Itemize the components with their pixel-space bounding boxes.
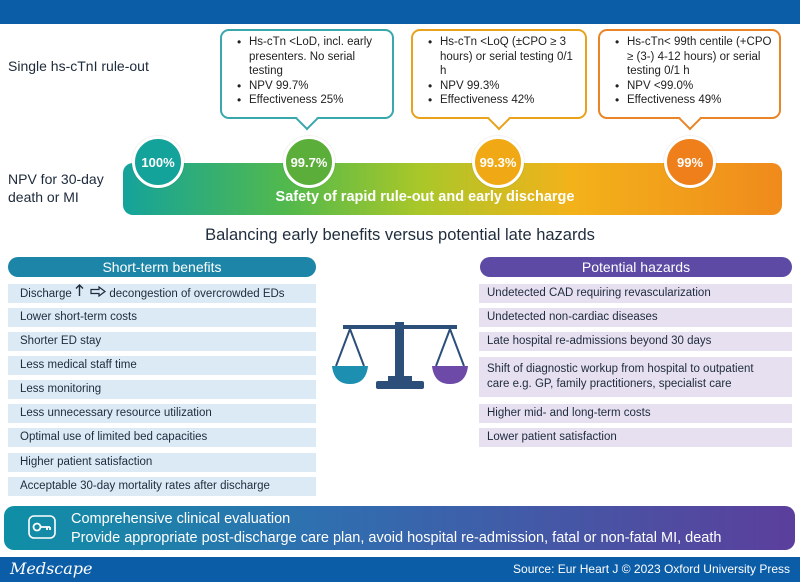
callout-item: • NPV <99.0% [614, 79, 773, 94]
callout-pointer [296, 108, 319, 131]
hazard-item-shift [479, 357, 792, 397]
medscape-logo[interactable]: Medscape [10, 559, 93, 578]
benefit-item: Lower short-term costs [8, 308, 316, 327]
benefit-item: Optimal use of limited bed capacities [8, 428, 316, 447]
callout-item: • Effectiveness 49% [614, 93, 773, 108]
benefit-item: Higher patient satisfaction [8, 453, 316, 472]
callout-item: • NPV 99.3% [427, 79, 579, 94]
npv-circle-99: 99% [664, 136, 716, 188]
npv-circle-99-3: 99.3% [472, 136, 524, 188]
hazard-item: Undetected non-cardiac diseases [479, 308, 792, 327]
benefit-item: Shorter ED stay [8, 332, 316, 351]
right-arrow-icon [90, 285, 106, 304]
benefits-header: Short-term benefits [8, 257, 316, 277]
npv-circle-100: 100% [132, 136, 184, 188]
hazards-header: Potential hazards [480, 257, 792, 277]
discharge-rest-text: decongestion of overcrowded EDs [109, 288, 285, 301]
benefit-item: Less medical staff time [8, 356, 316, 375]
clinical-evaluation-title: Comprehensive clinical evaluation [71, 511, 291, 527]
npv-label [8, 170, 104, 206]
callout-pointer [488, 108, 511, 131]
callout-lod [220, 29, 394, 119]
balance-heading: Balancing early benefits versus potential late hazards [205, 226, 595, 244]
hazard-item: Late hospital re-admissions beyond 30 days [479, 332, 792, 351]
hazard-shift-line2: care e.g. GP, family practitioners, specialist care [487, 378, 732, 390]
safety-bar-text: Safety of rapid rule-out and early discharge [275, 189, 575, 205]
npv-circle-99-7: 99.7% [283, 136, 335, 188]
clinical-evaluation-bar [4, 506, 795, 550]
callout-item: • Hs-cTn <LoD, incl. early presenters. No serial testing [236, 35, 386, 79]
clinical-evaluation-detail: Provide appropriate post-discharge care plan, avoid hospital re-admission, fatal or non-fatal MI, death [71, 530, 722, 546]
hazard-item: Undetected CAD requiring revascularization [479, 284, 792, 303]
footer-bar [0, 557, 800, 582]
callout-item: • Hs-cTn <LoQ (±CPO ≥ 3 hours) or serial testing 0/1 h [427, 35, 579, 79]
top-strip [0, 0, 800, 24]
npv-label-line2: death or MI [8, 189, 79, 205]
benefit-item-discharge [8, 284, 316, 303]
balance-scale-icon [330, 318, 470, 403]
callout-item: • Hs-cTn< 99th centile (+CPO ≥ (3-) 4-12 hours) or serial testing 0/1 h [614, 35, 773, 79]
benefit-item: Less monitoring [8, 380, 316, 399]
hazard-item: Lower patient satisfaction [479, 428, 792, 447]
hazard-shift-line1: Shift of diagnostic workup from hospital to outpatient [487, 363, 754, 375]
hazard-item: Higher mid- and long-term costs [479, 404, 792, 423]
single-rule-out-label: Single hs-cTnI rule-out [8, 58, 149, 74]
npv-label-line1: NPV for 30-day [8, 171, 104, 187]
discharge-label: Discharge [20, 288, 72, 301]
callout-item: • Effectiveness 42% [427, 93, 579, 108]
callout-pointer [678, 108, 701, 131]
callout-item: • Effectiveness 25% [236, 93, 386, 108]
key-icon [28, 515, 56, 544]
benefit-item: Less unnecessary resource utilization [8, 404, 316, 423]
benefit-item: Acceptable 30-day mortality rates after discharge [8, 477, 316, 496]
source-credit: Source: Eur Heart J © 2023 Oxford University Press [513, 562, 790, 576]
callout-loq [411, 29, 587, 119]
up-arrow-icon [75, 284, 84, 304]
callout-99th [598, 29, 781, 119]
callout-item: • NPV 99.7% [236, 79, 386, 94]
